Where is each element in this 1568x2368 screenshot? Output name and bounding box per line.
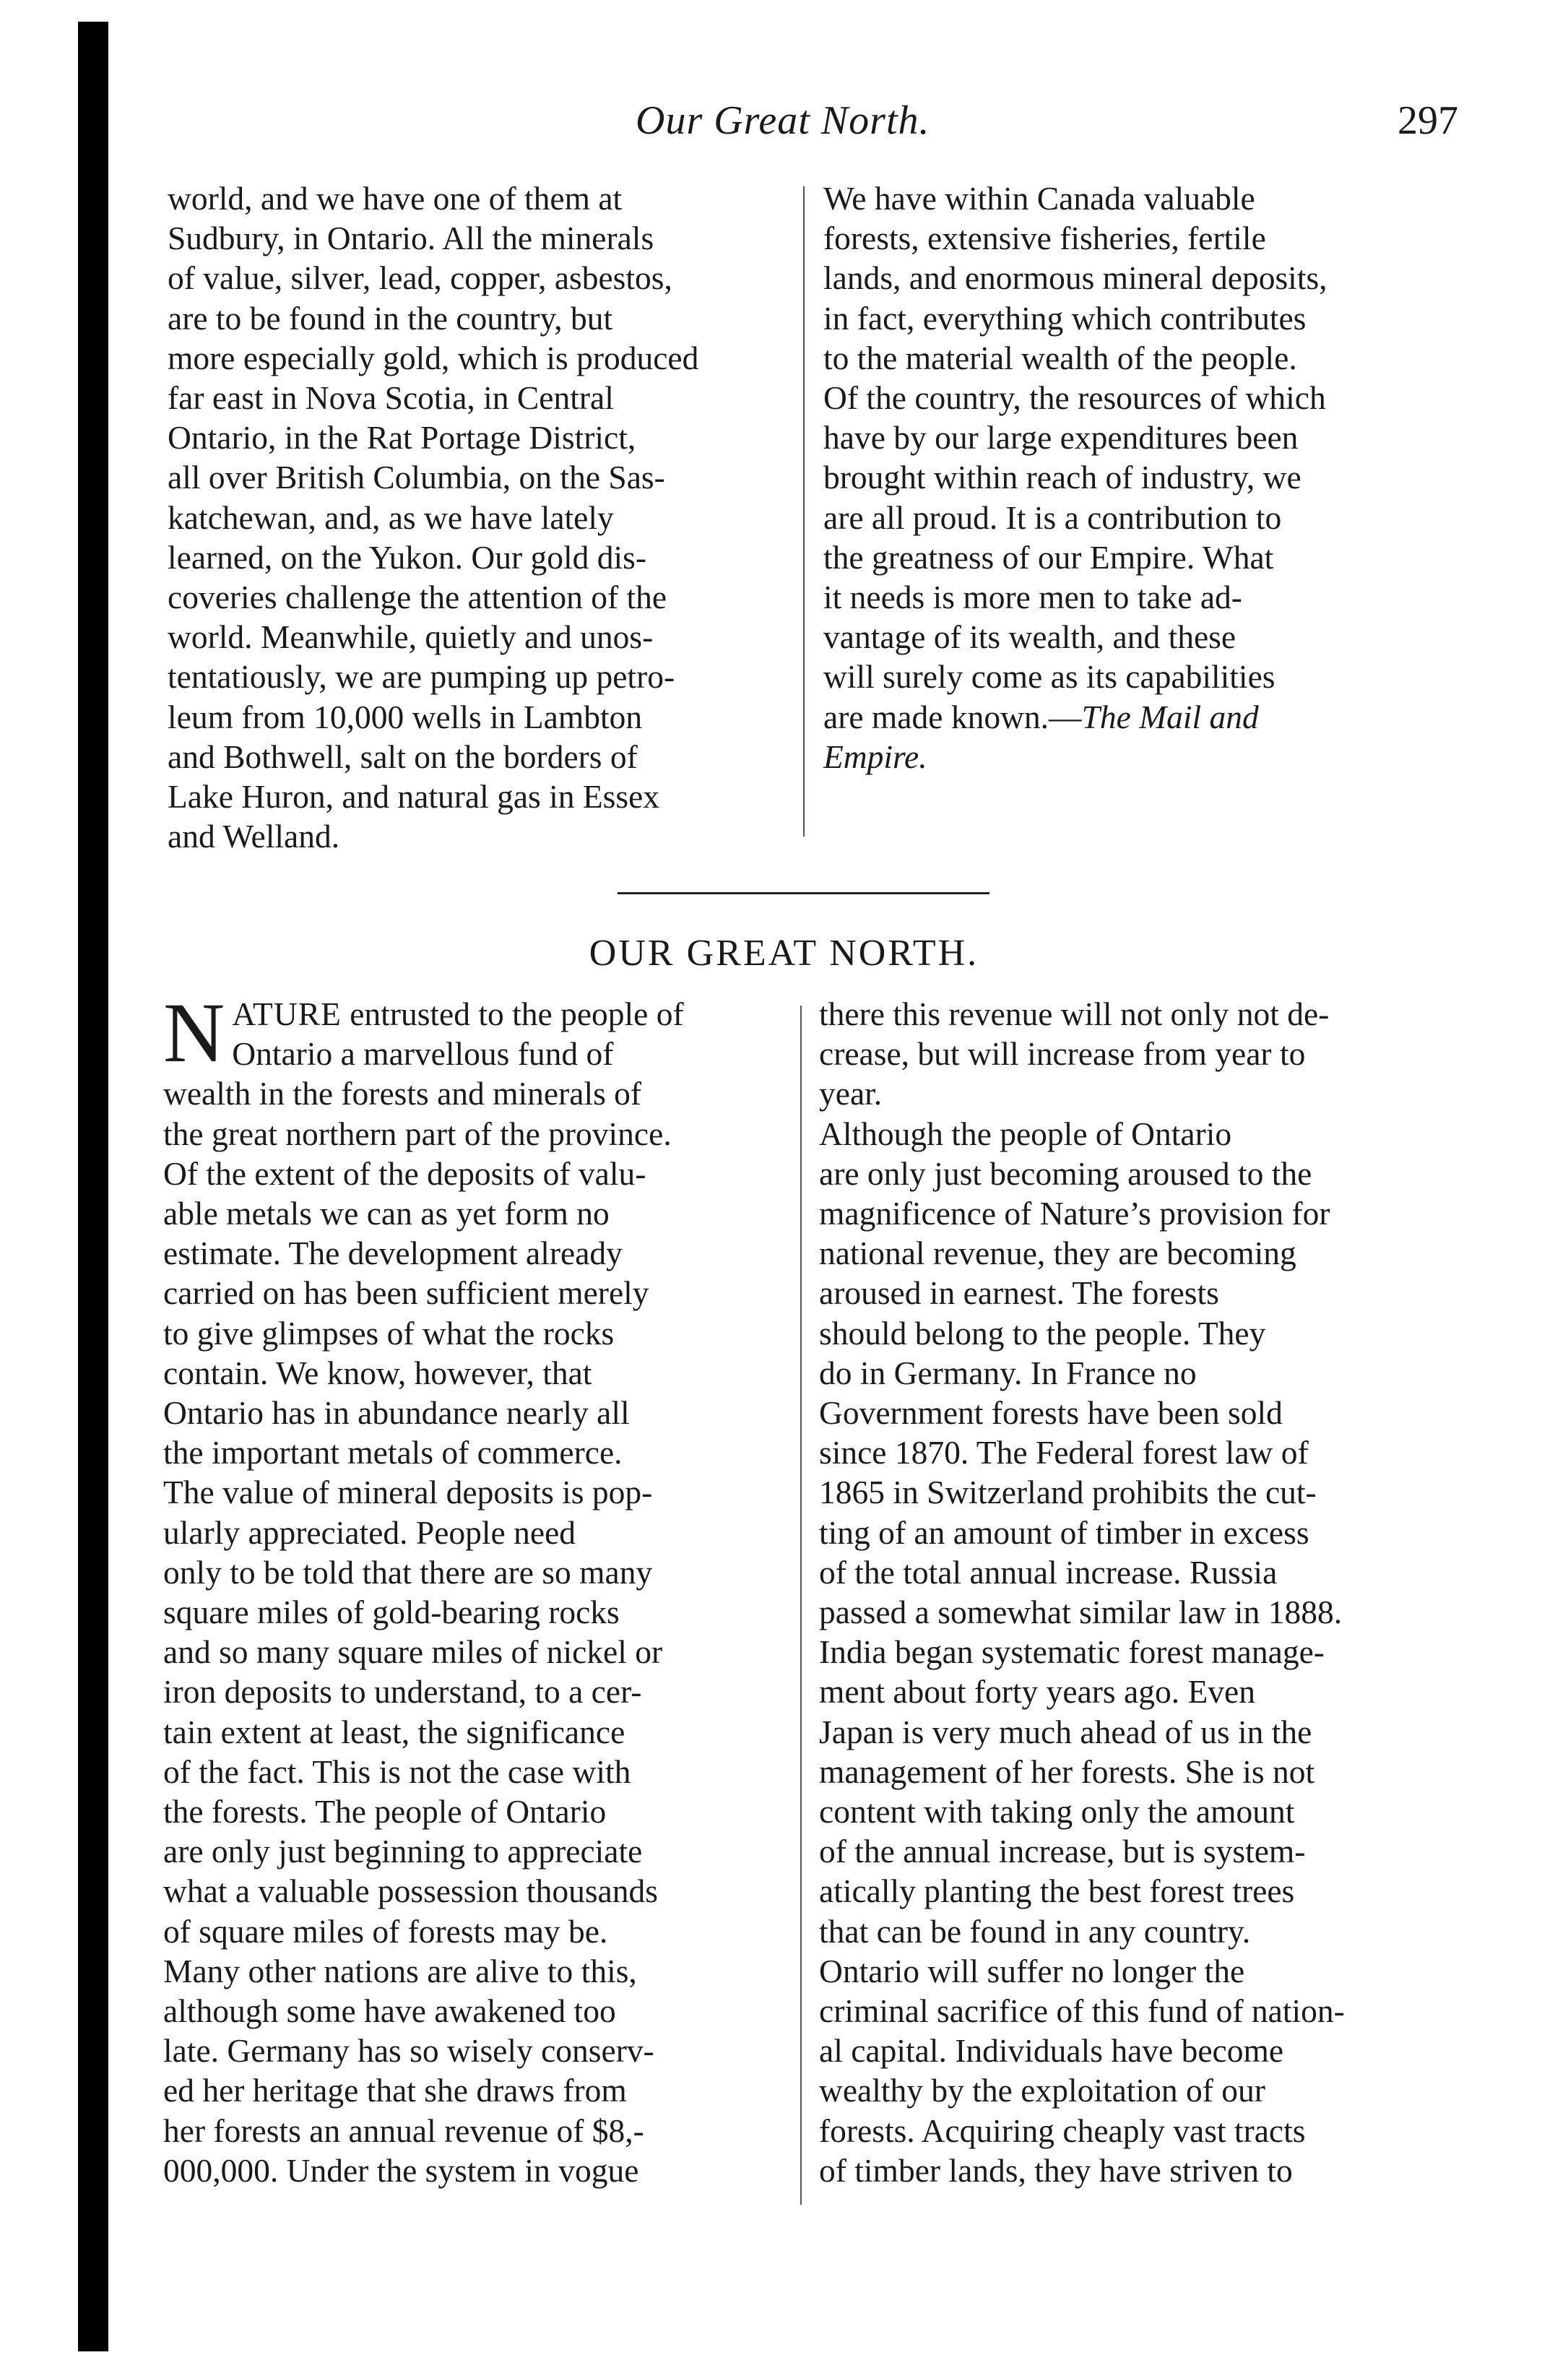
column-divider-top xyxy=(803,186,805,837)
binding-edge xyxy=(78,22,108,2351)
lead-word: ATURE xyxy=(232,995,342,1032)
article-title: OUR GREAT NORTH. xyxy=(589,933,979,974)
previous-article-right-text: We have within Canada valuable forests, extensive fisheries, fertile lands, and enormous mineral deposits, in fact, everything which contributes to the material wealth of the people. Of the country, the resources of which have by our large expenditures been brought within reach of industry, we are all proud. It is a contribution to the greatness of our Empire. What it needs is more men to take ad- vantage of its wealth, and these will surely come as its capabilities are made known.— xyxy=(823,180,1327,735)
article-left-column xyxy=(163,985,780,2190)
source-attribution: The Mail and Empire. xyxy=(823,698,1259,775)
previous-article-left-column: world, and we have one of them at Sudbury, in Ontario. All the minerals of value, silver, lead, copper, asbestos, are to be found in the country, but more especially gold, which is produced far east in Nova Scotia, in Central Ontario, in the Rat Portage District, all over British Columbia, on the Sas- katchewan, and, as we have lately learned, on the Yukon. Our gold dis- coveries challenge the attention of the world. Meanwhile, quietly and unos- tentatiously, we are pumping up petro- leum from 10,000 wells in Lambton and Bothwell, salt on the borders of Lake Huron, and natural gas in Essex and Welland. xyxy=(168,180,699,855)
drop-cap: N xyxy=(163,985,225,1080)
article-right-column: there this revenue will not only not de- crease, but will increase from year to year. Although the people of Ontario are only just becoming aroused to the magnificence of Nature’s provision for national revenue, they are becoming aroused in earnest. The forests should belong to the people. They do in Germany. In France no Government forests have been sold since 1870. The Federal forest law of 1865 in Switzerland prohibits the cut- ting of an amount of timber in excess of the total annual increase. Russia passed a somewhat similar law in 1888. India began systematic forest manage- ment about forty years ago. Even Japan is very much ahead of us in the management of her forests. She is not content with taking only the amount of the annual increase, but is system- atically planting the best forest trees that can be found in any country. Ontario will suffer no longer the criminal sacrifice of this fund of nation- al capital. Individuals have become wealthy by the exploitation of our forests. Acquiring cheaply vast tracts of timber lands, they have striven to xyxy=(819,995,1345,2189)
article-left-text: entrusted to the people of Ontario a marvellous fund of wealth in the forests and minerals of the great northern part of the province. Of the extent of the deposits of valu- able metals we can as yet form no estimate. The development already carried on has been sufficient merely to give glimpses of what the rocks contain. We know, however, that Ontario has in abundance nearly all the important metals of commerce. The value of mineral deposits is pop- ularly appreciated. People need only to be told that there are so many square miles of gold-bearing rocks and so many square miles of nickel or iron deposits to understand, to a cer- tain extent at least, the significance of the fact. This is not the case with the forests. The people of Ontario are only just beginning to appreciate what a valuable possession thousands of square miles of forests may be. Many other nations are alive to this, although some have awakened too late. Germany has so wisely conserv- ed her heritage that she draws from her forests an annual revenue of $8,- 000,000. Under the system in vogue xyxy=(163,995,684,2189)
section-divider xyxy=(618,892,989,894)
column-divider-bottom xyxy=(800,1006,802,2205)
previous-article-right-column xyxy=(823,178,1431,777)
page-number: 297 xyxy=(1398,98,1458,143)
running-head: Our Great North. xyxy=(636,98,930,143)
